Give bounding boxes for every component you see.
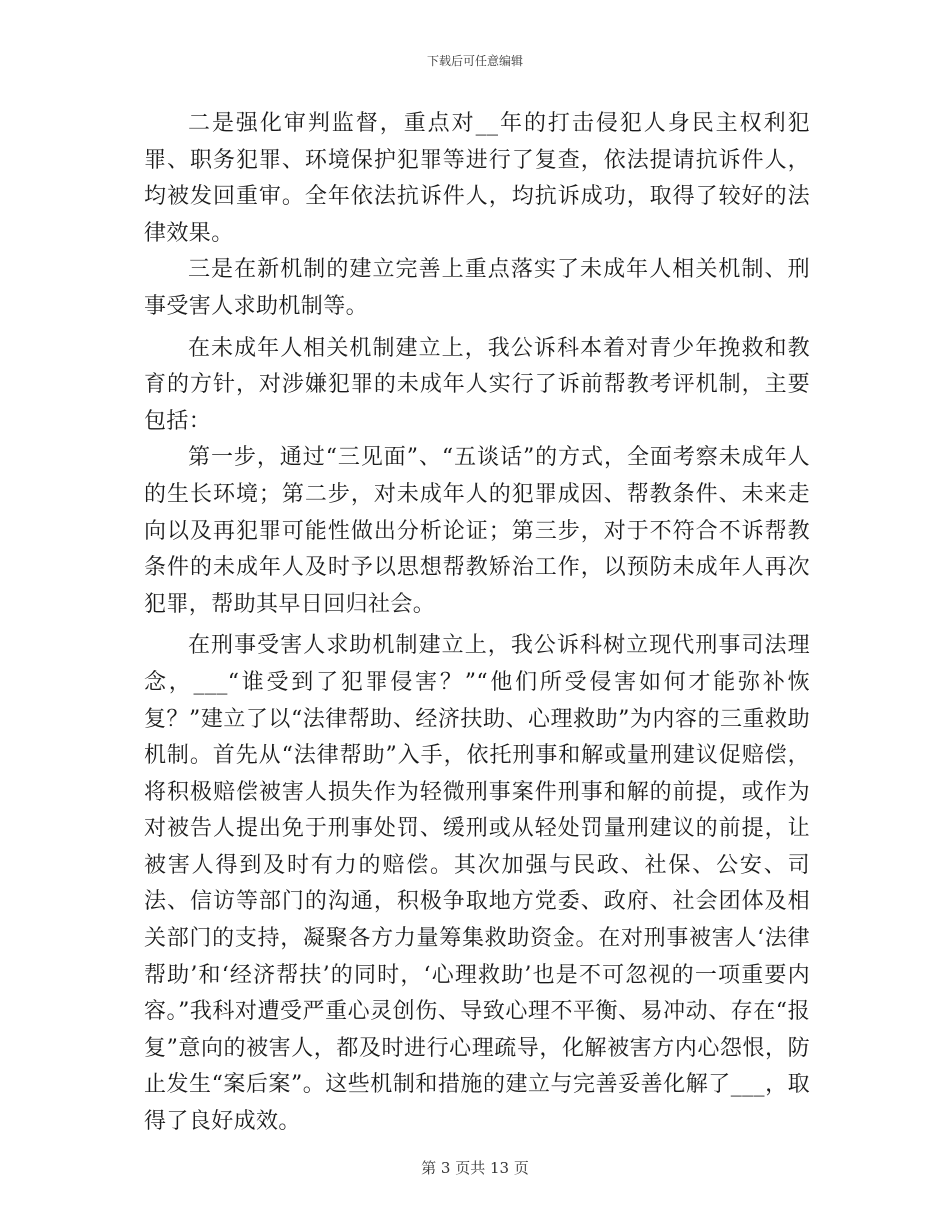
paragraph-new-mechanisms: 三是在新机制的建立完善上重点落实了未成年人相关机制、刑事受害人求助机制等。 (144, 257, 810, 319)
paragraph-trial-supervision: 二是强化审判监督，重点对__年的打击侵犯人身民主权利犯罪、职务犯罪、环境保护犯罪等进行了复查，依法提请抗诉件人，均被发回重审。全年依法抗诉件人，均抗诉成功，取得了较好的法律效果。 (144, 111, 810, 246)
page-footer: 第 3 页共 13 页 (421, 1159, 529, 1177)
paragraph-juvenile-steps: 第一步，通过“三见面”、“五谈话”的方式，全面考察未成年人的生长环境；第二步，对未成年人的犯罪成因、帮教条件、未来走向以及再犯罪可能性做出分析论证；第三步，对于不符合不诉帮教条件的未成年人及时予以思想帮教矫治工作，以预防未成年人再次犯罪，帮助其早日回归社会。 (144, 445, 810, 617)
paragraph-juvenile-mechanism: 在未成年人相关机制建立上，我公诉科本着对青少年挽救和教育的方针，对涉嫌犯罪的未成年人实行了诉前帮教考评机制，主要包括： (144, 335, 810, 434)
document-body (144, 106, 810, 1141)
page-header: 下载后可任意编辑 (426, 54, 523, 68)
paragraph-victim-assistance: 在刑事受害人求助机制建立上，我公诉科树立现代刑事司法理念，___“谁受到了犯罪侵害？”“他们所受侵害如何才能弥补恢复？”建立了以“法律帮助、经济扶助、心理救助”为内容的三重救助机制。首先从“法律帮助”入手，依托刑事和解或量刑建议促赔偿，将积极赔偿被害人损失作为轻微刑事案件刑事和解的前提，或作为对被告人提出免于刑事处罚、缓刑或从轻处罚量刑建议的前提，让被害人得到及时有力的赔偿。其次加强与民政、社保、公安、司法、信访等部门的沟通，积极争取地方党委、政府、社会团体及相关部门的支持，凝聚各方力量筹集救助资金。在对刑事被害人‘法律帮助’和‘经济帮扶’的同时，‘心理救助’也是不可忽视的一项重要内容。”我科对遭受严重心灵创伤、导致心理不平衡、易冲动、存在“报复”意向的被害人，都及时进行心理疏导，化解被害方内心怨恨，防止发生“案后案”。这些机制和措施的建立与完善妥善化解了___，取得了良好成效。 (144, 633, 810, 1135)
